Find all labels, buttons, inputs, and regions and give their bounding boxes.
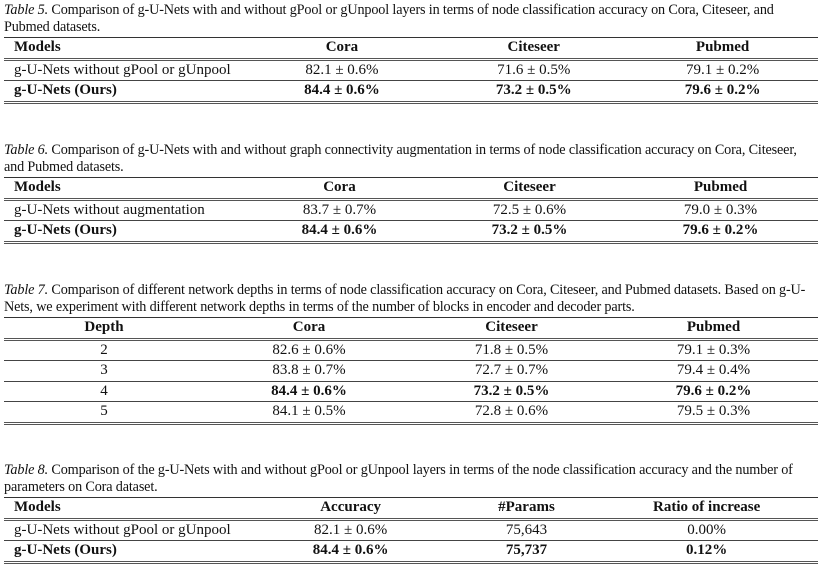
table-row [4,339,818,361]
table-cell: g-U-Nets without augmentation [14,201,205,218]
table-row [4,519,818,541]
column-header: Pubmed [693,179,748,196]
column-header: Citeseer [507,39,560,56]
table-caption [0,462,822,495]
column-header: Citeseer [503,179,556,196]
table-cell: 75,643 [505,521,548,538]
table-cell: g-U-Nets (Ours) [14,82,117,99]
table-cell: 73.2 ± 0.5% [473,382,550,399]
table-6 [0,142,822,244]
column-header: Pubmed [695,39,750,56]
header-row [4,318,818,340]
caption-text: Comparison of g-U-Nets with and without graph connectivity augmentation in terms of node classification accuracy on Cora, Citeseer, and Pubmed datasets. [4,142,797,175]
table-cell: 84.1 ± 0.5% [272,403,346,420]
table-cell: 83.7 ± 0.7% [302,201,377,218]
caption-text: Comparison of different network depths in terms of node classification accuracy on Cora, Citeseer, and Pubmed datasets. Based on g-U-Nets, we experiment with different network depths in terms of the number of blocks in encoder and decoder parts. [4,282,806,315]
table-cell: 71.6 ± 0.5% [497,61,571,78]
data-table [4,177,818,244]
caption-text: Comparison of g-U-Nets with and without gPool or gUnpool layers in terms of node classification accuracy on Cora, Citeseer, and Pubmed datasets. [4,2,774,35]
table-label: Table 5. [4,2,49,18]
table-label: Table 7. [4,282,49,298]
table-cell: g-U-Nets (Ours) [14,222,117,239]
table-cell: 3 [100,362,108,379]
column-header: Models [14,179,61,196]
table-caption [0,282,822,315]
table-cell: 82.6 ± 0.6% [272,341,346,358]
table-cell: 72.5 ± 0.6% [492,201,567,218]
table-cell: 72.8 ± 0.6% [474,403,549,420]
table-cell: 79.6 ± 0.2% [682,222,759,239]
column-header: Accuracy [320,499,382,516]
table-cell: 0.00% [687,521,727,538]
header-row [4,498,818,520]
data-table [4,317,818,425]
table-cell: 84.4 ± 0.6% [304,82,380,99]
table-cell: 79.5 ± 0.3% [676,403,751,420]
caption-text: Comparison of the g-U-Nets with and without gPool or gUnpool layers in terms of the node classification accuracy and the number of parameters on Cora dataset. [4,462,793,495]
table-row [4,199,818,221]
table-cell: 0.12% [686,542,728,559]
table-caption [0,142,822,175]
table-cell: g-U-Nets without gPool or gUnpool [14,61,231,78]
table-cell: 82.1 ± 0.6% [314,521,388,538]
table-row [4,361,818,382]
table-cell: 79.6 ± 0.2% [684,82,761,99]
table-cell: g-U-Nets (Ours) [14,542,117,559]
data-table [4,497,818,564]
table-8 [0,462,822,564]
column-header: Cora [292,319,326,336]
table-cell: 79.6 ± 0.2% [675,382,752,399]
table-cell: 4 [100,382,108,399]
column-header: Ratio of increase [653,499,761,516]
table-row [4,81,818,103]
column-header: Models [14,39,61,56]
table-cell: 73.2 ± 0.5% [491,222,568,239]
table-cell: 82.1 ± 0.6% [305,61,379,78]
table-label: Table 6. [4,142,49,158]
table-cell: 79.1 ± 0.2% [685,61,760,78]
table-cell: 2 [100,341,108,358]
column-header: Depth [84,319,124,336]
table-cell: 79.4 ± 0.4% [676,362,751,379]
header-row [4,178,818,200]
table-7 [0,282,822,425]
table-caption [0,2,822,35]
table-cell: 79.0 ± 0.3% [683,201,758,218]
column-header: Citeseer [485,319,538,336]
table-row [4,381,818,402]
column-header: Models [14,499,61,516]
table-row [4,541,818,563]
table-label: Table 8. [4,462,49,478]
table-cell: 84.4 ± 0.6% [312,542,389,559]
table-row [4,59,818,81]
column-header: #Params [498,499,555,516]
table-cell: 79.1 ± 0.3% [676,341,751,358]
column-header: Cora [325,39,359,56]
table-cell: g-U-Nets without gPool or gUnpool [14,521,231,538]
table-cell: 75,737 [505,542,548,559]
table-5 [0,2,822,104]
table-cell: 73.2 ± 0.5% [495,82,572,99]
column-header: Pubmed [686,319,741,336]
table-cell: 5 [100,403,108,420]
table-row [4,221,818,243]
table-cell: 84.4 ± 0.6% [271,382,347,399]
header-row [4,38,818,60]
data-table [4,37,818,104]
table-cell: 71.8 ± 0.5% [474,341,549,358]
table-cell: 83.8 ± 0.7% [272,362,346,379]
table-row [4,402,818,424]
table-cell: 72.7 ± 0.7% [474,362,549,379]
column-header: Cora [323,179,356,196]
table-cell: 84.4 ± 0.6% [301,222,378,239]
